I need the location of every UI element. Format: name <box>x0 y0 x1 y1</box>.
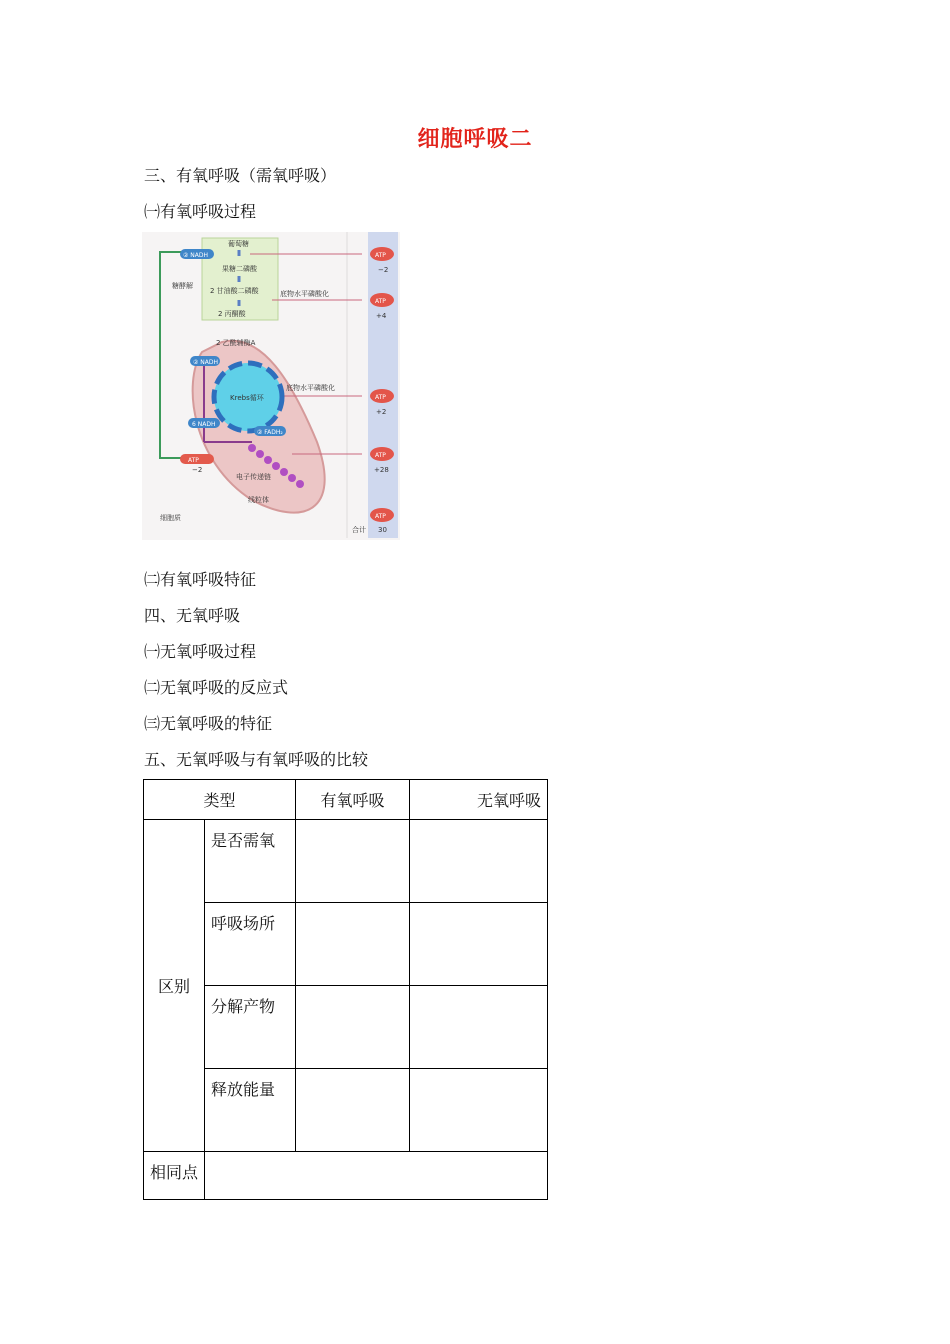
header-aerobic: 有氧呼吸 <box>296 780 410 820</box>
label-glycolysis: 糖酵解 <box>172 282 193 290</box>
row-label-same: 相同点 <box>144 1152 205 1200</box>
section-4-2-heading: ㈡无氧呼吸的反应式 <box>144 678 289 697</box>
atp-burst-1: ATP <box>375 252 386 259</box>
label-mito: 线粒体 <box>248 496 269 504</box>
label-cytoplasm: 细胞质 <box>160 514 181 522</box>
label-acetyl: 2 乙酰辅酶A <box>216 339 256 347</box>
fadh2-pill: ② FADH₂ <box>257 429 283 436</box>
nadh-pill-2: ② NADH <box>193 359 219 366</box>
value-4: +28 <box>374 466 389 474</box>
value-atp-left: −2 <box>192 466 203 474</box>
value-5: 30 <box>378 526 387 534</box>
page-title: 细胞呼吸二 <box>417 126 533 152</box>
value-2: +4 <box>376 312 387 320</box>
label-total: 合计 <box>352 526 366 534</box>
section-4-1-heading: ㈠无氧呼吸过程 <box>144 642 257 661</box>
cell-anaerobic-products[interactable] <box>410 986 548 1069</box>
cell-same[interactable] <box>205 1152 548 1200</box>
section-3-heading: 三、有氧呼吸（需氧呼吸） <box>144 166 337 185</box>
label-pyruvate: 2 丙酮酸 <box>218 310 246 318</box>
cell-aerobic-site[interactable] <box>296 903 410 986</box>
value-3: +2 <box>376 408 387 416</box>
label-fbp: 果糖二磷酸 <box>222 265 257 273</box>
cell-aerobic-oxygen[interactable] <box>296 820 410 903</box>
cell-anaerobic-site[interactable] <box>410 903 548 986</box>
section-5-heading: 五、无氧呼吸与有氧呼吸的比较 <box>144 750 369 769</box>
nadh-pill-3: 6 NADH <box>192 421 216 428</box>
section-4-3-heading: ㈢无氧呼吸的特征 <box>144 714 273 733</box>
row-label-products: 分解产物 <box>205 986 296 1069</box>
aerobic-respiration-diagram <box>142 232 400 540</box>
nadh-pill-1: ② NADH <box>183 252 209 259</box>
header-type: 类型 <box>144 780 296 820</box>
row-label-site: 呼吸场所 <box>205 903 296 986</box>
cell-aerobic-energy[interactable] <box>296 1069 410 1152</box>
atp-burst-4: ATP <box>375 452 386 459</box>
value-1: −2 <box>378 266 389 274</box>
atp-burst-3: ATP <box>375 394 386 401</box>
cell-anaerobic-energy[interactable] <box>410 1069 548 1152</box>
row-group-diff: 区别 <box>144 820 205 1152</box>
atp-burst-5: ATP <box>375 513 386 520</box>
label-g3p: 2 甘油酸二磷酸 <box>210 287 259 295</box>
atp-burst-2: ATP <box>375 298 386 305</box>
label-substrate-2: 底物水平磷酸化 <box>286 384 335 392</box>
cell-aerobic-products[interactable] <box>296 986 410 1069</box>
row-label-oxygen: 是否需氧 <box>205 820 296 903</box>
section-4-heading: 四、无氧呼吸 <box>144 606 241 625</box>
cell-anaerobic-oxygen[interactable] <box>410 820 548 903</box>
section-3-2-heading: ㈡有氧呼吸特征 <box>144 570 257 589</box>
label-etc: 电子传递链 <box>236 473 271 481</box>
atp-pill: ATP <box>188 457 199 464</box>
comparison-table <box>143 779 548 1200</box>
label-glucose: 葡萄糖 <box>228 240 249 248</box>
row-label-energy: 释放能量 <box>205 1069 296 1152</box>
section-3-1-heading: ㈠有氧呼吸过程 <box>144 202 257 221</box>
header-anaerobic: 无氧呼吸 <box>410 780 548 820</box>
label-substrate-1: 底物水平磷酸化 <box>280 290 329 298</box>
label-krebs: Krebs循环 <box>230 394 264 402</box>
